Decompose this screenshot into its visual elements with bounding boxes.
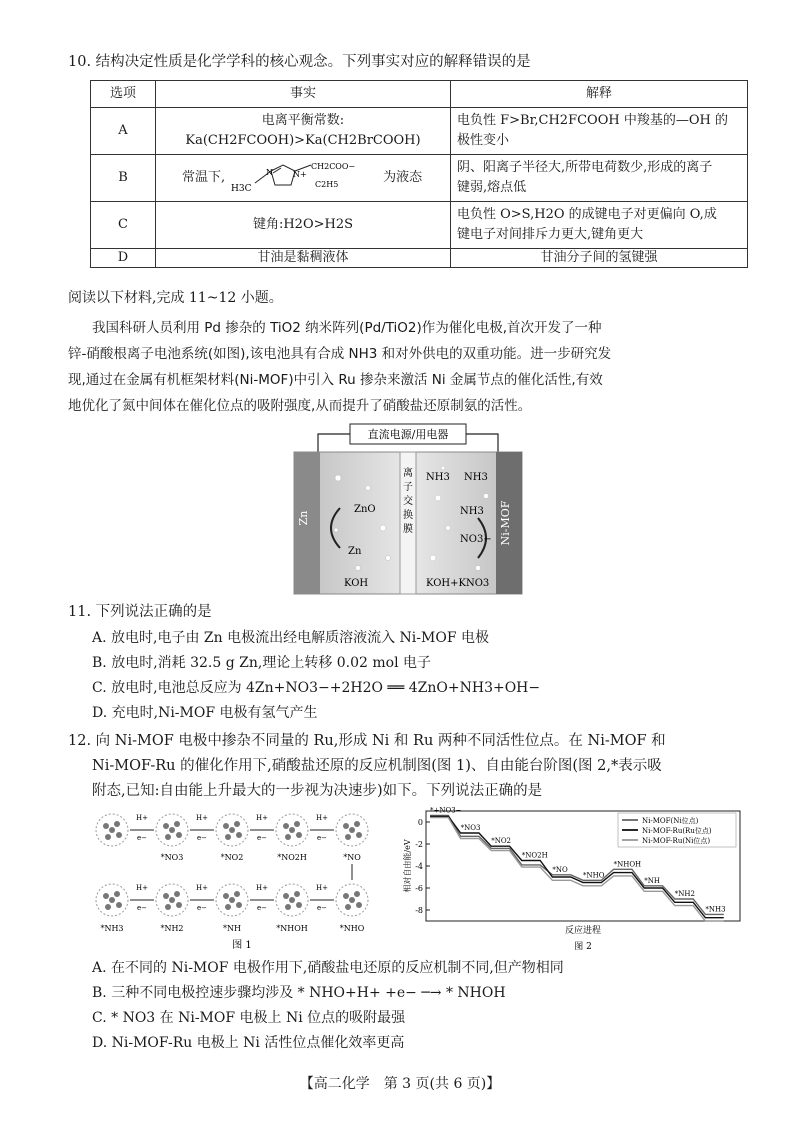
atom — [165, 834, 171, 840]
atom — [109, 827, 115, 833]
q12-stem-line: 附态,已知:自由能上升最大的一步视为决速步)如下。下列说法正确的是 — [92, 783, 543, 799]
step-label: *NH3 — [705, 905, 726, 914]
nimof-electrode-label: Ni-MOF — [499, 500, 512, 546]
legend-entry: Ni-MOF(Ni位点) — [642, 817, 699, 825]
intermediate-label: *NHOH — [276, 924, 308, 933]
step-label: H+ — [256, 884, 268, 892]
step-label: e− — [316, 834, 328, 842]
q11-option: B. 放电时,消耗 32.5 g Zn,理论上转移 0.02 mol 电子 — [92, 655, 432, 671]
n-label: N — [266, 168, 274, 177]
atom — [163, 893, 169, 899]
ch2coo-label: CH2COO− — [311, 162, 356, 171]
step-label: e− — [136, 904, 148, 912]
intermediate-label: *NHO — [339, 924, 365, 933]
q10-stem: 10. 结构决定性质是化学学科的核心观念。下列事实对应的解释错误的是 — [68, 54, 531, 70]
option-cell: C — [91, 202, 156, 249]
step-label: *NHOH — [613, 860, 642, 869]
intermediate-label: *NH — [223, 924, 241, 933]
y-tick-label: -6 — [415, 884, 423, 893]
table-row — [91, 202, 748, 249]
atom — [229, 827, 235, 833]
q12-option: D. Ni-MOF-Ru 电极上 Ni 活性位点催化效率更高 — [92, 1035, 405, 1051]
page-footer: 【高二化学 第 3 页(共 6 页)】 — [299, 1076, 501, 1092]
atom — [354, 891, 360, 897]
atom — [289, 897, 295, 903]
explanation-cell — [451, 202, 748, 249]
fact-cell — [156, 155, 451, 202]
step-label: *NO — [552, 865, 568, 874]
step-label: *NO2H — [521, 851, 548, 860]
q11-option: D. 充电时,Ni-MOF 电极有氢气产生 — [92, 705, 318, 721]
n-plus-label: N+ — [293, 170, 307, 179]
expl-line: 电负性 F>Br,CH2FCOOH 中羧基的—OH 的 — [457, 113, 728, 128]
atom — [116, 902, 122, 908]
atom — [283, 893, 289, 899]
atom — [176, 902, 182, 908]
atom — [105, 834, 111, 840]
step-label: e− — [196, 904, 208, 912]
step-label: e− — [196, 834, 208, 842]
y-tick-label: -8 — [415, 906, 423, 915]
explanation-cell — [451, 155, 748, 202]
h3c-label: H3C — [231, 184, 252, 194]
reading-intro: 阅读以下材料,完成 11~12 小题。 — [68, 290, 283, 306]
atom — [223, 893, 229, 899]
intermediate-label: *NO2 — [220, 853, 244, 862]
atom — [354, 821, 360, 827]
battery-diagram — [288, 418, 528, 600]
atom — [285, 834, 291, 840]
table-header: 解释 — [451, 81, 748, 108]
step-label: H+ — [316, 884, 328, 892]
atom — [114, 891, 120, 897]
table-row — [91, 155, 748, 202]
atom — [294, 821, 300, 827]
atom — [345, 904, 351, 910]
q12-stem-line: Ni-MOF-Ru 的催化作用下,硝酸盐还原的反应机制图(图 1)、自由能台阶图(图 2,*表示吸 — [92, 758, 662, 774]
q12-option: C. * NO3 在 Ni-MOF 电极上 Ni 位点的吸附最强 — [92, 1010, 406, 1026]
q11-option: C. 放电时,电池总反应为 4Zn+NO3−+2H2O ══ 4ZnO+NH3+OH− — [92, 680, 541, 696]
q12-stem-line: 12. 向 Ni-MOF 电极中掺杂不同量的 Ru,形成 Ni 和 Ru 两种不同活性位点。在 Ni-MOF 和 — [68, 733, 666, 749]
reading-para-line: 我国科研人员利用 Pd 掺杂的 TiO2 纳米阵列(Pd/TiO2)作为催化电极,首次开发了一种 — [92, 320, 602, 336]
step-label: *NH — [644, 876, 660, 885]
membrane-char: 膜 — [403, 524, 413, 535]
q10-table — [90, 80, 748, 268]
atom — [225, 834, 231, 840]
step-label: H+ — [196, 884, 208, 892]
step-label: *NO3 — [460, 824, 481, 832]
y-tick-label: -2 — [415, 840, 423, 849]
table-row — [91, 249, 748, 268]
atom — [349, 897, 355, 903]
step-label: H+ — [196, 814, 208, 822]
atom — [294, 891, 300, 897]
q12-option: B. 三种不同电极控速步骤均涉及 * NHO+H+ +e− ─→ * NHOH — [92, 985, 506, 1001]
expl-line: 阴、阳离子半径大,所带电荷数少,形成的离子 — [457, 160, 713, 175]
expl-line: 键弱,熔点低 — [457, 180, 527, 195]
membrane-char: 离 — [403, 468, 413, 479]
zn-electrode-label: Zn — [297, 510, 310, 526]
fact-text: 常温下, — [182, 170, 226, 185]
atom — [234, 891, 240, 897]
species-label: NO3− — [460, 534, 492, 545]
ionic-liquid-structure — [229, 159, 379, 197]
atom — [349, 827, 355, 833]
explanation-cell: 甘油分子间的氢键强 — [451, 249, 748, 268]
atom — [165, 904, 171, 910]
species-label: ZnO — [354, 504, 376, 515]
atom — [225, 904, 231, 910]
atom — [114, 821, 120, 827]
species-label: NH3 — [426, 472, 450, 483]
atom — [105, 904, 111, 910]
legend-entry: Ni-MOF-Ru(Ru位点) — [642, 827, 712, 835]
y-tick-label: -4 — [415, 862, 423, 871]
reading-para-line: 锌-硝酸根离子电池系统(如图),该电池具有合成 NH3 和对外供电的双重功能。进一步研究发 — [68, 346, 612, 362]
atom — [169, 897, 175, 903]
atom — [103, 893, 109, 899]
atom — [343, 823, 349, 829]
c2h5-label: C2H5 — [315, 180, 339, 189]
atom — [356, 902, 362, 908]
intermediate-label: *NH3 — [100, 924, 124, 933]
step-label: e− — [316, 904, 328, 912]
step-label: *NHO — [583, 871, 605, 880]
step-label: H+ — [136, 814, 148, 822]
atom — [356, 832, 362, 838]
fig2-caption: 图 2 — [574, 942, 592, 952]
free-energy-chart — [400, 803, 745, 953]
reading-para-line: 地优化了氮中间体在催化位点的吸附强度,从而提升了硝酸盐还原制氨的活性。 — [68, 398, 532, 414]
intermediate-label: *NO2H — [277, 853, 307, 862]
step-label: *NO2 — [491, 837, 512, 846]
expl-line: 极性变小 — [457, 133, 510, 148]
y-axis-label: 相对自由能/eV — [403, 839, 412, 893]
option-cell: B — [91, 155, 156, 202]
table-header: 事实 — [156, 81, 451, 108]
explanation-cell — [451, 108, 748, 155]
atom — [236, 832, 242, 838]
atom — [343, 893, 349, 899]
fact-cell: 甘油是黏稠液体 — [156, 249, 451, 268]
intermediate-label: *NO — [343, 853, 361, 862]
species-label: NH3 — [464, 472, 488, 483]
fact-text: 为液态 — [383, 170, 423, 185]
table-header: 选项 — [91, 81, 156, 108]
table-row — [91, 108, 748, 155]
atom — [285, 904, 291, 910]
atom — [229, 897, 235, 903]
x-axis-label: 反应进程 — [564, 926, 602, 936]
atom — [116, 832, 122, 838]
species-label: KOH+KNO3 — [426, 578, 490, 589]
reading-para-line: 现,通过在金属有机框架材料(Ni-MOF)中引入 Ru 掺杂来激活 Ni 金属节点的催化活性,有效 — [68, 372, 603, 388]
step-label: e− — [136, 834, 148, 842]
fact-line: Ka(CH2FCOOH)>Ka(CH2BrCOOH) — [185, 133, 421, 148]
species-label: NH3 — [460, 506, 484, 517]
step-label: *+NO3− — [430, 806, 462, 815]
atom — [169, 827, 175, 833]
step-label: H+ — [256, 814, 268, 822]
y-tick-label: 0 — [417, 818, 423, 827]
atom — [345, 834, 351, 840]
atom — [296, 832, 302, 838]
atom — [174, 891, 180, 897]
atom — [223, 823, 229, 829]
membrane-char: 换 — [403, 510, 413, 521]
step-label: H+ — [316, 814, 328, 822]
mechanism-figure — [90, 808, 395, 953]
step-label: e− — [256, 834, 268, 842]
fact-line: 电离平衡常数: — [261, 113, 345, 128]
q11-option: A. 放电时,电子由 Zn 电极流出经电解质溶液流入 Ni-MOF 电极 — [92, 630, 489, 646]
fig1-caption: 图 1 — [232, 940, 252, 951]
intermediate-label: *NH2 — [160, 924, 184, 933]
fact-cell — [156, 108, 451, 155]
step-label: H+ — [136, 884, 148, 892]
atom — [296, 902, 302, 908]
atom — [103, 823, 109, 829]
atom — [176, 832, 182, 838]
intermediate-label: *NO3 — [160, 853, 184, 862]
membrane-char: 交 — [403, 496, 413, 507]
option-cell: A — [91, 108, 156, 155]
species-label: Zn — [348, 546, 362, 557]
step-label: e− — [256, 904, 268, 912]
expl-line: 电负性 O>S,H2O 的成键电子对更偏向 O,成 — [457, 207, 717, 222]
step-label: *NH2 — [674, 890, 695, 898]
table-header-row — [91, 81, 748, 108]
species-label: KOH — [344, 578, 369, 589]
membrane-char: 子 — [403, 482, 413, 493]
option-cell: D — [91, 249, 156, 268]
atom — [236, 902, 242, 908]
atom — [283, 823, 289, 829]
q11-stem: 11. 下列说法正确的是 — [68, 604, 212, 620]
legend-entry: Ni-MOF-Ru(Ni位点) — [642, 837, 711, 845]
atom — [163, 823, 169, 829]
atom — [174, 821, 180, 827]
fact-cell: 键角:H2O>H2S — [156, 202, 451, 249]
q12-option: A. 在不同的 Ni-MOF 电极作用下,硝酸盐电还原的反应机制不同,但产物相同 — [92, 960, 564, 976]
power-label: 直流电源/用电器 — [367, 428, 449, 441]
atom — [234, 821, 240, 827]
atom — [109, 897, 115, 903]
expl-line: 键电子对间排斥力更大,键角更大 — [457, 227, 644, 242]
atom — [289, 827, 295, 833]
